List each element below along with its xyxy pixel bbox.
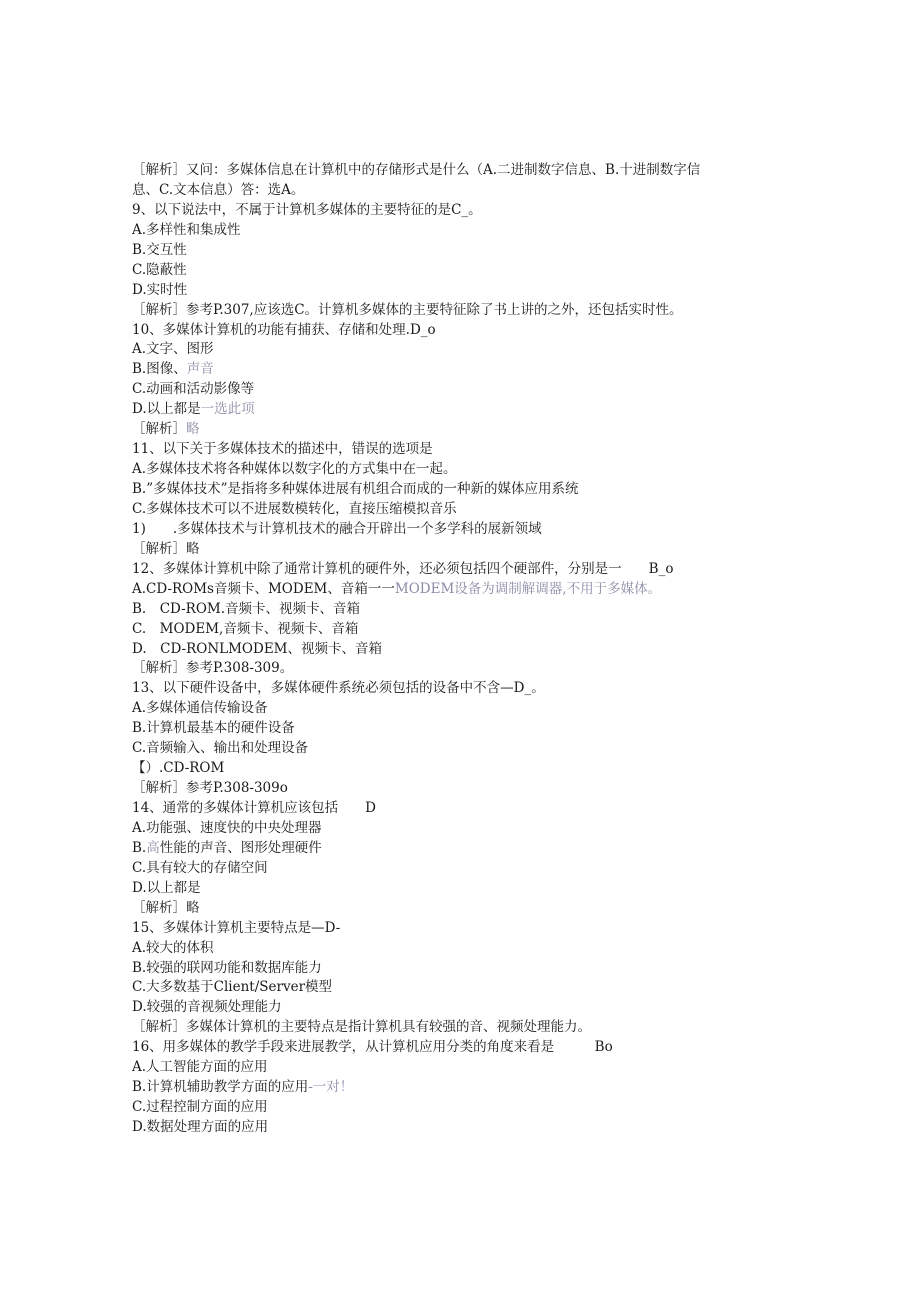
text-line (132, 540, 792, 560)
line-text: 息、C.文本信息）答：选A。 (132, 181, 305, 198)
line-text: B.计算机最基本的硬件设备 (132, 720, 295, 737)
text-line (132, 420, 792, 440)
faint-text: -一对！ (308, 1079, 354, 1096)
text-line (132, 241, 792, 261)
text-line (132, 1118, 792, 1138)
line-text: A.多样性和集成性 (132, 221, 241, 238)
line-text: 11、以下关于多媒体技术的描述中，错误的选项是 (132, 441, 433, 458)
text-line (132, 1098, 792, 1118)
text-line (132, 659, 792, 679)
text-line (132, 640, 792, 660)
text-line (132, 520, 792, 540)
line-text: 15、多媒体计算机主要特点是—D- (132, 919, 341, 936)
text-line (132, 560, 792, 580)
text-line (132, 819, 792, 839)
text-line (132, 1058, 792, 1078)
line-text: ［解析］参考P.308-309。 (132, 660, 294, 677)
text-line (132, 839, 792, 859)
text-line (132, 879, 792, 899)
text-line (132, 779, 792, 799)
line-text: B.”多媒体技术”是指将多种媒体进展有机组合而成的一种新的媒体应用系统 (132, 481, 579, 497)
line-text: A.多媒体技术将各种媒体以数字化的方式集中在一起。 (132, 461, 457, 478)
line-text: ［解析］参考P.307,应该选C。计算机多媒体的主要特征除了书上讲的之外，还包括实时性。 (132, 301, 683, 318)
faint-text: 高 (146, 839, 160, 856)
text-line (132, 261, 792, 281)
text-line (132, 161, 792, 181)
text-line (132, 440, 792, 460)
text-line (132, 679, 792, 699)
text-line (132, 699, 792, 719)
text-line (132, 620, 792, 640)
text-line (132, 181, 792, 201)
line-text: B.计算机辅助教学方面的应用 (132, 1079, 309, 1096)
text-line (132, 340, 792, 360)
line-text: D.数据处理方面的应用 (132, 1119, 269, 1135)
line-text: B. (132, 839, 147, 856)
line-text: 10、多媒体计算机的功能有捕获、存储和处理.D_o (132, 321, 436, 338)
text-line (132, 301, 792, 321)
line-text: A.功能强、速度快的中央处理器 (132, 819, 322, 836)
text-line (132, 1018, 792, 1038)
line-text: D. CD-RONLMODEM、视频卡、音箱 (132, 640, 383, 657)
line-text: A.人工智能方面的应用 (132, 1059, 268, 1076)
line-text: 【）.CD-ROM (132, 760, 225, 777)
text-line (132, 221, 792, 241)
document-body (132, 161, 792, 1138)
text-line (132, 380, 792, 400)
faint-text: 略 (186, 421, 200, 438)
line-text: 9、以下说法中，不属于计算机多媒体的主要特征的是C_。 (132, 201, 482, 218)
text-line (132, 1078, 792, 1098)
faint-text: 声音 (186, 361, 214, 378)
text-line (132, 998, 792, 1018)
text-line (132, 799, 792, 819)
line-text: ［解析］又问：多媒体信息在计算机中的存储形式是什么（A.二进制数字信息、B.十进制数字信 (132, 162, 701, 178)
line-text: ［解析］略 (132, 899, 200, 916)
line-text: C.音频输入、输出和处理设备 (132, 740, 309, 757)
line-text: 16、用多媒体的教学手段来进展教学，从计算机应用分类的角度来看是 Bo (132, 1039, 613, 1056)
text-line (132, 978, 792, 998)
text-line (132, 480, 792, 500)
line-text: D.实时性 (132, 281, 188, 298)
text-line (132, 899, 792, 919)
text-line (132, 759, 792, 779)
line-text: ［解析］多媒体计算机的主要特点是指计算机具有较强的音、视频处理能力。 (132, 1019, 591, 1036)
text-line (132, 321, 792, 341)
text-line (132, 600, 792, 620)
line-text: B.交互性 (132, 241, 187, 258)
line-text: ［解析］参考P.308-309o (132, 780, 288, 797)
line-text: D.以上都是 (132, 879, 201, 896)
text-line (132, 500, 792, 520)
line-text: A.多媒体通信传输设备 (132, 700, 268, 717)
line-text: C.隐蔽性 (132, 261, 187, 278)
line-text: D.以上都是 (132, 401, 201, 418)
line-text: B. CD-ROM.音频卡、视频卡、音箱 (132, 600, 361, 617)
line-text: ［解析］略 (132, 540, 200, 557)
line-text: A.文字、图形 (132, 341, 214, 358)
text-line (132, 739, 792, 759)
text-line (132, 1038, 792, 1058)
line-text: B.图像、 (132, 361, 187, 378)
line-text: A.较大的体积 (132, 939, 214, 956)
text-line (132, 400, 792, 420)
line-text: C. MODEM,音频卡、视频卡、音箱 (132, 620, 359, 637)
text-line (132, 580, 792, 600)
line-text: B.较强的联网功能和数据库能力 (132, 959, 322, 976)
text-line (132, 360, 792, 380)
faint-text: MODEM设备为调制解调器,不用于多媒体。 (394, 580, 662, 597)
text-line (132, 939, 792, 959)
text-line (132, 460, 792, 480)
line-text: C.过程控制方面的应用 (132, 1099, 268, 1116)
faint-text: 一选此项 (200, 401, 255, 418)
line-text: D.较强的音视频处理能力 (132, 999, 282, 1016)
line-text: C.大多数基于Client/Server模型 (132, 979, 333, 996)
line-text: C.具有较大的存储空间 (132, 859, 268, 876)
text-line (132, 959, 792, 979)
line-text: 13、以下硬件设备中，多媒体硬件系统必须包括的设备中不含—D_。 (132, 680, 545, 697)
text-line (132, 201, 792, 221)
line-text: 14、通常的多媒体计算机应该包括 D (132, 800, 377, 816)
text-line (132, 859, 792, 879)
line-text: 1) .多媒体技术与计算机技术的融合开辟出一个多学科的展新领域 (132, 520, 542, 537)
line-text: 性能的声音、图形处理硬件 (159, 839, 322, 856)
line-text: ［解析］ (132, 421, 186, 438)
text-line (132, 719, 792, 739)
line-text: 12、多媒体计算机中除了通常计算机的硬件外，还必须包括四个硬部件，分别是一 B_o (132, 560, 674, 577)
line-text: A.CD-ROMs音频卡、MODEM、音箱一一 (132, 580, 395, 597)
text-line (132, 281, 792, 301)
text-line (132, 919, 792, 939)
line-text: C.多媒体技术可以不进展数模转化，直接压缩模拟音乐 (132, 500, 457, 517)
line-text: C.动画和活动影像等 (132, 381, 255, 398)
